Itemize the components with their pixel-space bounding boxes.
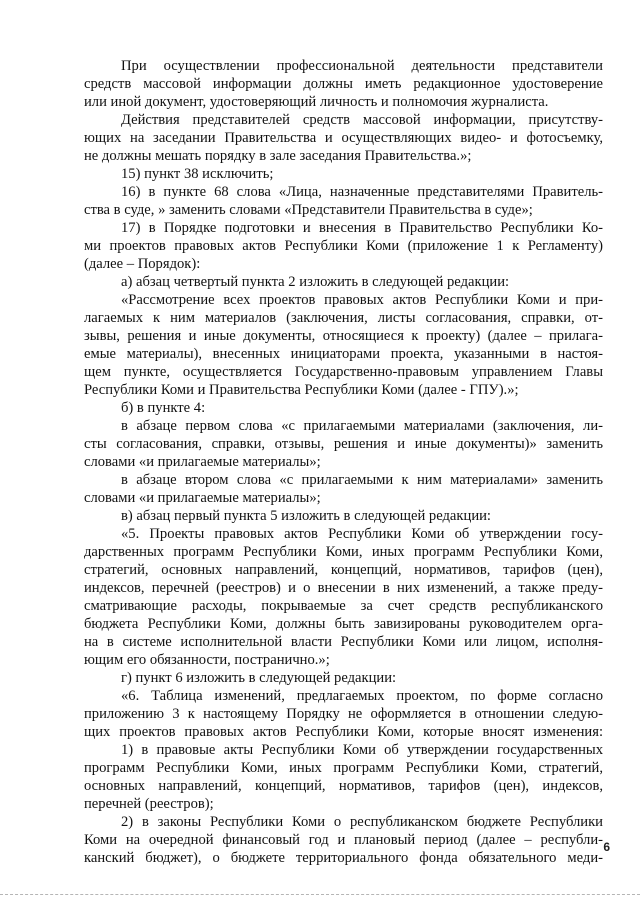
text-line: «6. Таблица изменений, предлагаемых проектом, по форме согласно (121, 688, 603, 704)
page-number: 6 (603, 840, 610, 854)
text-line: «5. Проекты правовых актов Республики Коми об утверждении госу- (121, 526, 603, 542)
text-line: стратегий, основных направлений, концепций, нормативов, тарифов (цен), (84, 562, 603, 578)
text-line: словами «и прилагаемые материалы»; (84, 454, 321, 470)
text-line: а) абзац четвертый пункта 2 изложить в следующей редакции: (121, 274, 510, 290)
text-line: канский бюджет), о бюджете территориального фонда обязательного меди- (84, 850, 603, 866)
text-line: (далее – Порядок): (84, 256, 201, 272)
text-line: Республики Коми и Правительства Республики Коми (далее - ГПУ).»; (84, 382, 519, 398)
text-line: индексов, перечней (реестров) и о внесении в них изменений, а также преду- (84, 580, 603, 596)
text-line: ющих на заседании Правительства и осуществляющих видео- и фотосъемку, (84, 130, 603, 146)
text-line: Коми на очередной финансовый год и плановый период (далее – республи- (84, 832, 603, 848)
text-line: ми проектов правовых актов Республики Коми (приложение 1 к Регламенту) (84, 238, 603, 254)
text-line: словами «и прилагаемые материалы»; (84, 490, 321, 506)
text-line: щем пункте, осуществляется Государственно-правовым управлением Главы (84, 364, 603, 380)
text-line: При осуществлении профессиональной деятельности представители (121, 58, 603, 74)
text-line: ства в суде, » заменить словами «Представители Правительства в суде»; (84, 202, 533, 218)
text-line: перечней (реестров); (84, 796, 214, 812)
text-line: б) в пункте 4: (121, 400, 206, 416)
text-line: «Рассмотрение всех проектов правовых актов Республики Коми и при- (121, 292, 603, 308)
text-line: средств массовой информации должны иметь редакционное удостоверение (84, 76, 603, 92)
text-line: щих проектов правовых актов Республики Коми, которые вносят изменения: (84, 724, 603, 740)
text-line: лагаемых к ним материалов (заключения, листы согласования, справки, от- (84, 310, 603, 326)
text-line: 2) в законы Республики Коми о республиканском бюджете Республики (121, 814, 603, 830)
text-line: бюджета Республики Коми, должны быть завизированы руководителем орга- (84, 616, 603, 632)
text-line: программ Республики Коми, иных программ Республики Коми, стратегий, (84, 760, 603, 776)
text-line: зывы, решения и иные документы, относящиеся к проекту) (далее – прилага- (84, 328, 603, 344)
text-line: на в системе исполнительной власти Республики Коми или лицом, исполня- (84, 634, 603, 650)
text-line: в абзаце первом слова «с прилагаемыми материалами (заключения, ли- (121, 418, 603, 434)
text-line: 15) пункт 38 исключить; (121, 166, 274, 182)
text-line: или иной документ, удостоверяющий личность и полномочия журналиста. (84, 94, 549, 110)
page-edge-line (0, 894, 640, 895)
text-line: приложению 3 к настоящему Порядку не оформляется в отношении следую- (84, 706, 603, 722)
text-line: в абзаце втором слова «с прилагаемыми к ним материалами» заменить (121, 472, 603, 488)
document-text (84, 57, 603, 866)
text-line: сматривающие расходы, покрываемые за счет средств республиканского (84, 598, 603, 614)
text-line: ющим его обязанности, постранично.»; (84, 652, 330, 668)
text-line: сты согласования, справки, отзывы, решения и иные документы)» заменить (84, 436, 603, 452)
text-line: 1) в правовые акты Республики Коми об утверждении государственных (121, 742, 603, 758)
text-line: 16) в пункте 68 слова «Лица, назначенные представителями Правитель- (121, 184, 603, 200)
text-line: г) пункт 6 изложить в следующей редакции: (121, 670, 397, 686)
text-line: емые материалы), внесенных инициаторами проекта, указанными в настоя- (84, 346, 603, 362)
text-line: 17) в Порядке подготовки и внесения в Правительство Республики Ко- (121, 220, 603, 236)
text-line: основных направлений, концепций, нормативов, тарифов (цен), индексов, (84, 778, 603, 794)
text-line: дарственных программ Республики Коми, иных программ Республики Коми, (84, 544, 603, 560)
text-line: в) абзац первый пункта 5 изложить в следующей редакции: (121, 508, 491, 524)
document-body (84, 57, 603, 866)
text-line: не должны мешать порядку в зале заседания Правительства.»; (84, 148, 472, 164)
text-line: Действия представителей средств массовой информации, присутству- (121, 112, 603, 128)
